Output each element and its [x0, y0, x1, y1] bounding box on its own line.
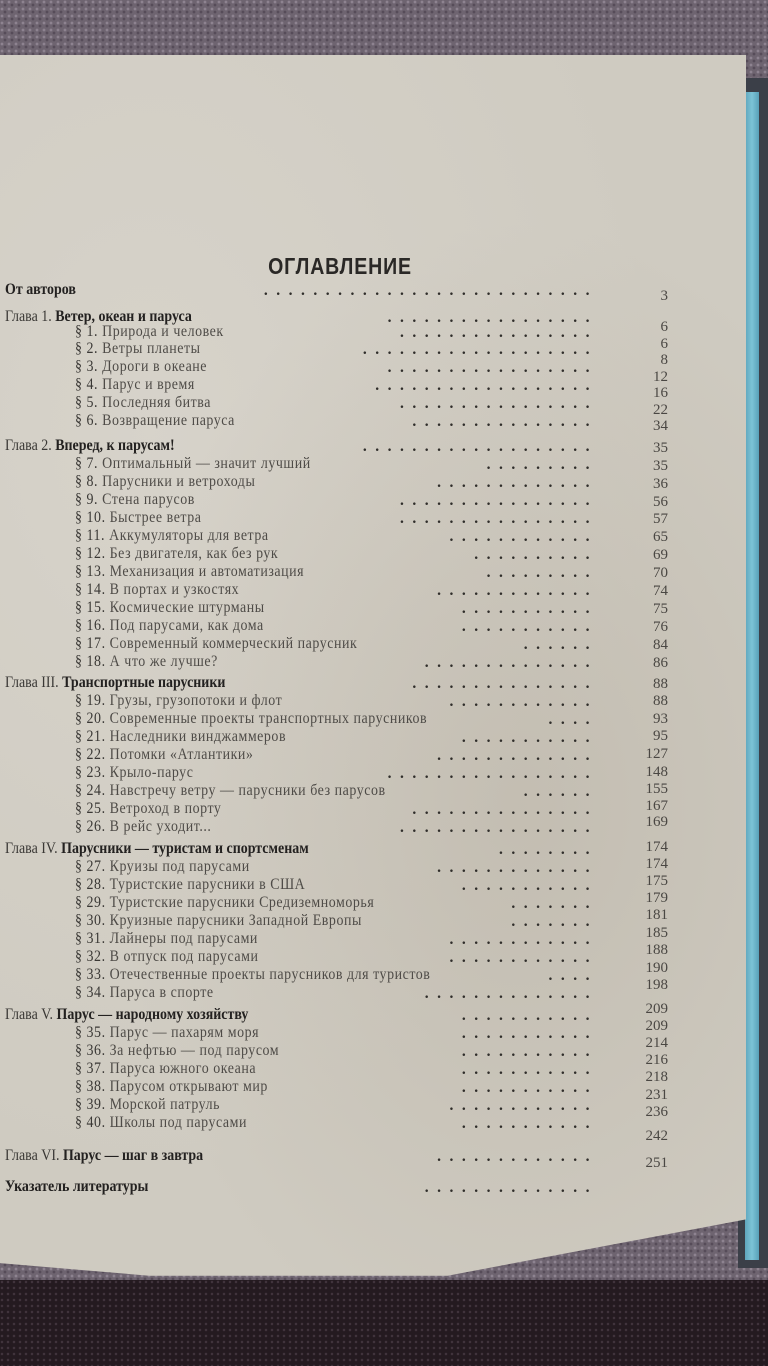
toc-entry-label	[75, 527, 269, 545]
section-number: § 8.	[75, 473, 99, 490]
leader-dots: .......	[511, 895, 598, 912]
toc-section-entry	[0, 692, 680, 712]
section-number: § 30.	[75, 912, 106, 929]
entry-title: Под парусами, как дома	[109, 617, 264, 634]
toc-section-entry	[0, 412, 680, 432]
page-number: 218	[645, 1069, 668, 1085]
leader-dots: ...........	[461, 1079, 598, 1096]
page-number: 35	[653, 440, 668, 456]
page-number: 95	[653, 728, 668, 744]
toc-section-entry	[0, 764, 680, 784]
toc-entry-label	[75, 894, 374, 912]
entry-title: Возвращение паруса	[102, 412, 235, 429]
section-number: § 7.	[75, 455, 99, 472]
toc-section-entry	[0, 617, 680, 637]
leader-dots: ...........	[461, 729, 598, 746]
toc-section-entry	[0, 800, 680, 820]
toc-section-entry	[0, 376, 680, 401]
section-number: § 35.	[75, 1024, 106, 1041]
page-number: 65	[653, 529, 668, 545]
entry-title: Парусники — туристам и спортсменам	[61, 840, 309, 857]
leader-dots: .........	[486, 564, 598, 581]
toc-section-entry	[0, 563, 680, 583]
page-number: 22	[653, 402, 668, 418]
section-number: § 23.	[75, 764, 106, 781]
section-number: § 2.	[75, 340, 99, 357]
chapter-number: Глава 2.	[5, 437, 52, 454]
page-number: 198	[645, 977, 668, 993]
page-number: 181	[645, 907, 668, 923]
entry-title: Туристские парусники Средиземноморья	[109, 894, 375, 911]
section-number: § 40.	[75, 1114, 106, 1131]
entry-title: Круизные парусники Западной Европы	[109, 912, 362, 929]
section-number: § 39.	[75, 1096, 106, 1113]
section-number: § 5.	[75, 394, 99, 411]
section-number: § 25.	[75, 800, 106, 817]
entry-title: Грузы, грузопотоки и флот	[109, 692, 283, 709]
toc-entry-label	[75, 394, 211, 412]
leader-dots: ......	[523, 783, 598, 800]
leader-dots: ...........	[461, 1043, 598, 1060]
leader-dots: ..........	[474, 546, 598, 563]
leader-dots: .............	[437, 859, 598, 876]
toc-entry-label	[75, 818, 211, 836]
toc-entry-label	[75, 376, 195, 394]
leader-dots: .............	[437, 474, 598, 491]
page-number: 231	[645, 1087, 668, 1103]
section-number: § 20.	[75, 710, 106, 727]
toc-section-entry	[0, 977, 680, 1004]
toc-section-entry	[0, 710, 680, 730]
leader-dots: ............	[449, 693, 598, 710]
entry-title: Современный коммерческий парусник	[109, 635, 358, 652]
entry-title: Механизация и автоматизация	[109, 563, 305, 580]
section-number: § 33.	[75, 966, 106, 983]
page-number: 93	[653, 711, 668, 727]
chapter-number: Глава IV.	[5, 840, 58, 857]
leader-dots: ...........	[461, 600, 598, 617]
entry-title: Паруса южного океана	[109, 1060, 257, 1077]
toc-entry-label	[75, 1096, 220, 1114]
entry-title: Вперед, к парусам!	[55, 437, 175, 454]
leader-dots: ...............	[412, 801, 598, 818]
toc-entry-label	[75, 764, 193, 782]
page-number: 155	[645, 781, 668, 797]
toc-entry-label	[5, 840, 309, 858]
section-number: § 11.	[75, 527, 106, 544]
toc-section-entry	[0, 873, 680, 896]
leader-dots: .............	[437, 1148, 598, 1165]
entry-title: Природа и человек	[102, 323, 224, 340]
leader-dots: ......	[523, 636, 598, 653]
page-number: 88	[653, 693, 668, 709]
page-number: 185	[645, 925, 668, 941]
toc-entry-label	[75, 412, 235, 430]
toc-section-entry	[0, 925, 680, 950]
page-number: 167	[645, 798, 668, 814]
section-number: § 31.	[75, 930, 106, 947]
toc-entry-label	[75, 358, 207, 376]
leader-dots: ...........................	[263, 282, 598, 299]
page-number: 251	[645, 1155, 668, 1171]
leader-dots: ...........	[461, 1025, 598, 1042]
toc-section-entry	[0, 473, 680, 493]
page-number: 88	[653, 676, 668, 692]
leader-dots: .................	[387, 765, 598, 782]
toc-section-entry	[0, 653, 680, 673]
page-number: 84	[653, 637, 668, 653]
section-number: § 12.	[75, 545, 106, 562]
page-number: 209	[645, 1018, 668, 1034]
leader-dots: ....	[548, 711, 598, 728]
page-number: 16	[653, 385, 668, 401]
leader-dots: ...................	[362, 341, 598, 358]
toc-entry-label	[75, 581, 239, 599]
leader-dots: .............	[437, 747, 598, 764]
page-number: 74	[653, 583, 668, 599]
leader-dots: ...............	[412, 675, 598, 692]
page-number: 6	[660, 319, 668, 335]
entry-title: Стена парусов	[102, 491, 195, 508]
toc-entry-label	[75, 858, 250, 876]
entry-title: Дороги в океане	[102, 358, 208, 375]
entry-title: Парус — пахарям моря	[109, 1024, 260, 1041]
entry-title: Быстрее ветра	[109, 509, 202, 526]
section-number: § 13.	[75, 563, 106, 580]
toc-section-entry	[0, 782, 680, 802]
section-number: § 37.	[75, 1060, 106, 1077]
toc-entry-label	[75, 635, 357, 653]
leader-dots: ...........	[461, 618, 598, 635]
leader-dots: ................	[400, 819, 598, 836]
entry-title: Последняя битва	[102, 394, 211, 411]
leader-dots: ..............	[424, 1179, 598, 1196]
section-number: § 38.	[75, 1078, 106, 1095]
page-number: 69	[653, 547, 668, 563]
page-number: 70	[653, 565, 668, 581]
toc-entry-label	[75, 800, 221, 818]
leader-dots: .........	[486, 456, 598, 473]
entry-title: Туристские парусники в США	[109, 876, 306, 893]
page-number: 216	[645, 1052, 668, 1068]
page-number: 35	[653, 458, 668, 474]
toc-entry-label	[75, 930, 258, 948]
entry-title: Транспортные парусники	[62, 674, 226, 691]
entry-title: Указатель литературы	[5, 1178, 149, 1195]
toc-entry-label	[75, 782, 386, 800]
leader-dots: .................	[387, 309, 598, 326]
page-number: 57	[653, 511, 668, 527]
entry-title: Космические штурманы	[109, 599, 265, 616]
section-number: § 24.	[75, 782, 106, 799]
entry-title: Без двигателя, как без рук	[109, 545, 279, 562]
page-number: 34	[653, 418, 668, 434]
toc-section-entry	[0, 581, 680, 601]
toc-section-entry	[0, 1018, 680, 1044]
page-number: 56	[653, 494, 668, 510]
leader-dots: .................	[387, 359, 598, 376]
toc-section-entry	[0, 746, 680, 766]
entry-title: В портах и узкостях	[109, 581, 240, 598]
toc-entry-label	[75, 966, 430, 984]
toc-entry-label	[75, 876, 305, 894]
chapter-number: Глава 1.	[5, 308, 52, 325]
toc-section-entry	[0, 635, 680, 655]
leader-dots: .............	[437, 582, 598, 599]
toc-entry-label	[75, 473, 255, 491]
entry-title: Морской патруль	[109, 1096, 220, 1113]
toc-section-entry	[0, 907, 680, 932]
leader-dots: ............	[449, 1097, 598, 1114]
page-number: 169	[645, 814, 668, 830]
entry-title: Ветроход в порту	[109, 800, 222, 817]
leader-dots: ............	[449, 528, 598, 545]
section-number: § 22.	[75, 746, 106, 763]
toc-entry-label	[75, 509, 201, 527]
section-number: § 34.	[75, 984, 106, 1001]
toc-entry-label	[5, 1006, 248, 1024]
section-number: § 17.	[75, 635, 106, 652]
toc-entry-label	[75, 746, 253, 764]
leader-dots: ...................	[362, 438, 598, 455]
toc-entry-label	[75, 948, 258, 966]
section-number: § 4.	[75, 376, 99, 393]
toc-section-entry	[0, 545, 680, 565]
entry-title: Аккумуляторы для ветра	[109, 527, 269, 544]
page-number: 76	[653, 619, 668, 635]
toc-section-entry	[0, 455, 680, 475]
leader-dots: ...............	[412, 413, 598, 430]
entry-title: Парус — шаг в завтра	[62, 1147, 204, 1164]
toc-chapter-entry	[0, 674, 680, 694]
toc-section-entry	[0, 1052, 680, 1080]
entry-title: В рейс уходит...	[109, 818, 212, 835]
page-number: 190	[645, 960, 668, 976]
section-number: § 9.	[75, 491, 99, 508]
page-number: 86	[653, 655, 668, 671]
entry-title: От авторов	[5, 281, 76, 298]
entry-title: Отечественные проекты парусников для туристов	[109, 966, 431, 983]
leader-dots: ....	[548, 967, 598, 984]
toc-section-entry	[0, 1087, 680, 1116]
entry-title: Ветры планеты	[102, 340, 201, 357]
page-number: 127	[645, 746, 668, 762]
page-number: 209	[645, 1001, 668, 1017]
toc-section-entry	[0, 1069, 680, 1098]
leader-dots: ................	[400, 395, 598, 412]
page-number: 174	[645, 839, 668, 855]
toc-chapter-entry	[0, 840, 680, 860]
entry-title: Парус — народному хозяйству	[56, 1006, 249, 1023]
toc-entry-label	[5, 281, 76, 299]
toc-entry-label	[75, 1024, 259, 1042]
page-number: 214	[645, 1035, 668, 1051]
toc-section-entry	[0, 890, 680, 914]
section-number: § 19.	[75, 692, 106, 709]
leader-dots: .......	[511, 913, 598, 930]
section-number: § 14.	[75, 581, 106, 598]
entry-title: А что же лучше?	[109, 653, 218, 670]
entry-title: Крыло-парус	[109, 764, 194, 781]
toc-entry-label	[75, 1060, 256, 1078]
leader-dots: ........	[499, 841, 598, 858]
entry-title: Лайнеры под парусами	[109, 930, 258, 947]
toc-entry-label	[5, 437, 175, 455]
section-number: § 16.	[75, 617, 106, 634]
entry-title: Потомки «Атлантики»	[109, 746, 254, 763]
toc-section-entry	[0, 1035, 680, 1062]
toc-entry-label	[75, 1042, 279, 1060]
leader-dots: ................	[400, 510, 598, 527]
section-number: § 21.	[75, 728, 106, 745]
book-cover-blue-stripe	[745, 92, 759, 1260]
section-number: § 18.	[75, 653, 106, 670]
entry-title: Круизы под парусами	[109, 858, 250, 875]
toc-section-entry	[0, 858, 680, 878]
toc-entry-label	[75, 545, 278, 563]
page-number: 3	[660, 288, 668, 304]
toc-section-entry	[0, 814, 680, 838]
page-number: 8	[660, 352, 668, 368]
entry-title: Школы под парусами	[109, 1114, 248, 1131]
toc-chapter-entry	[0, 1001, 680, 1026]
leader-dots: ...........	[461, 1061, 598, 1078]
toc-entry-label	[75, 599, 265, 617]
chapter-number: Глава V.	[5, 1006, 54, 1023]
chapter-number: Глава VI.	[5, 1147, 60, 1164]
toc-entry-label	[75, 692, 282, 710]
toc-section-entry	[0, 942, 680, 968]
toc-entry-label	[75, 617, 264, 635]
entry-title: Современные проекты транспортных парусников	[109, 710, 428, 727]
section-number: § 26.	[75, 818, 106, 835]
toc-section-entry	[0, 599, 680, 619]
section-number: § 36.	[75, 1042, 106, 1059]
leader-dots: ...........	[461, 877, 598, 894]
leader-dots: ...........	[461, 1007, 598, 1024]
toc-entry-label	[75, 323, 224, 341]
entry-title: Паруса в спорте	[109, 984, 214, 1001]
toc-section-entry	[0, 509, 680, 529]
entry-title: За нефтью — под парусом	[109, 1042, 280, 1059]
toc-section-entry	[0, 491, 680, 511]
section-number: § 1.	[75, 323, 99, 340]
page-number: 188	[645, 942, 668, 958]
toc-entry-label	[75, 1114, 247, 1132]
leader-dots: ..................	[375, 377, 598, 394]
page-number: 148	[645, 764, 668, 780]
toc-entry-label	[75, 1078, 268, 1096]
section-number: § 3.	[75, 358, 99, 375]
leader-dots: ...........	[461, 1115, 598, 1132]
toc-entry-label	[5, 1178, 148, 1196]
entry-title: Парус и время	[102, 376, 195, 393]
page-number: 12	[653, 369, 668, 385]
leader-dots: ..............	[424, 985, 598, 1002]
toc-entry-label	[75, 340, 200, 358]
section-number: § 15.	[75, 599, 106, 616]
entry-title: Навстречу ветру — парусники без парусов	[109, 782, 386, 799]
toc-entry-label	[75, 563, 304, 581]
page-number: 36	[653, 476, 668, 492]
section-number: § 27.	[75, 858, 106, 875]
toc-entry-label	[75, 728, 286, 746]
toc-chapter-entry	[0, 1128, 680, 1167]
page-number: 236	[645, 1104, 668, 1120]
section-number: § 29.	[75, 894, 106, 911]
page-number: 6	[660, 336, 668, 352]
section-number: § 32.	[75, 948, 106, 965]
entry-title: В отпуск под парусами	[109, 948, 259, 965]
toc-entry-label	[75, 653, 218, 671]
toc-chapter-entry	[0, 437, 680, 457]
toc-section-entry	[0, 728, 680, 748]
entry-title: Ветер, океан и паруса	[55, 308, 192, 325]
leader-dots: ............	[449, 949, 598, 966]
leader-dots: ................	[400, 492, 598, 509]
toc-entry-label	[75, 984, 214, 1002]
toc-entry-label	[75, 455, 311, 473]
section-number: § 6.	[75, 412, 99, 429]
toc-section-entry	[0, 960, 680, 986]
entry-title: Оптимальный — значит лучший	[102, 455, 311, 472]
chapter-number: Глава III.	[5, 674, 59, 691]
page-number: 174	[645, 856, 668, 872]
toc-entry-label	[75, 710, 427, 728]
leader-dots: ..............	[424, 654, 598, 671]
section-number: § 28.	[75, 876, 106, 893]
leader-dots: ............	[449, 931, 598, 948]
page-number: 242	[645, 1128, 668, 1144]
page-number: 179	[645, 890, 668, 906]
page-number: 75	[653, 601, 668, 617]
leader-dots: ................	[400, 324, 598, 341]
toc-front-entry	[0, 281, 680, 304]
entry-title: Парусом открывают мир	[109, 1078, 268, 1095]
toc-entry-label	[5, 1147, 203, 1165]
toc-entry-label	[75, 912, 362, 930]
entry-title: Наследники винджаммеров	[109, 728, 287, 745]
section-number: § 10.	[75, 509, 106, 526]
page-number: 175	[645, 873, 668, 889]
toc-title: ОГЛАВЛЕНИЕ	[268, 253, 412, 279]
toc-section-entry	[0, 527, 680, 547]
toc-entry-label	[5, 674, 225, 692]
entry-title: Парусники и ветроходы	[102, 473, 256, 490]
toc-entry-label	[75, 491, 195, 509]
toc-section-entry	[0, 394, 680, 418]
